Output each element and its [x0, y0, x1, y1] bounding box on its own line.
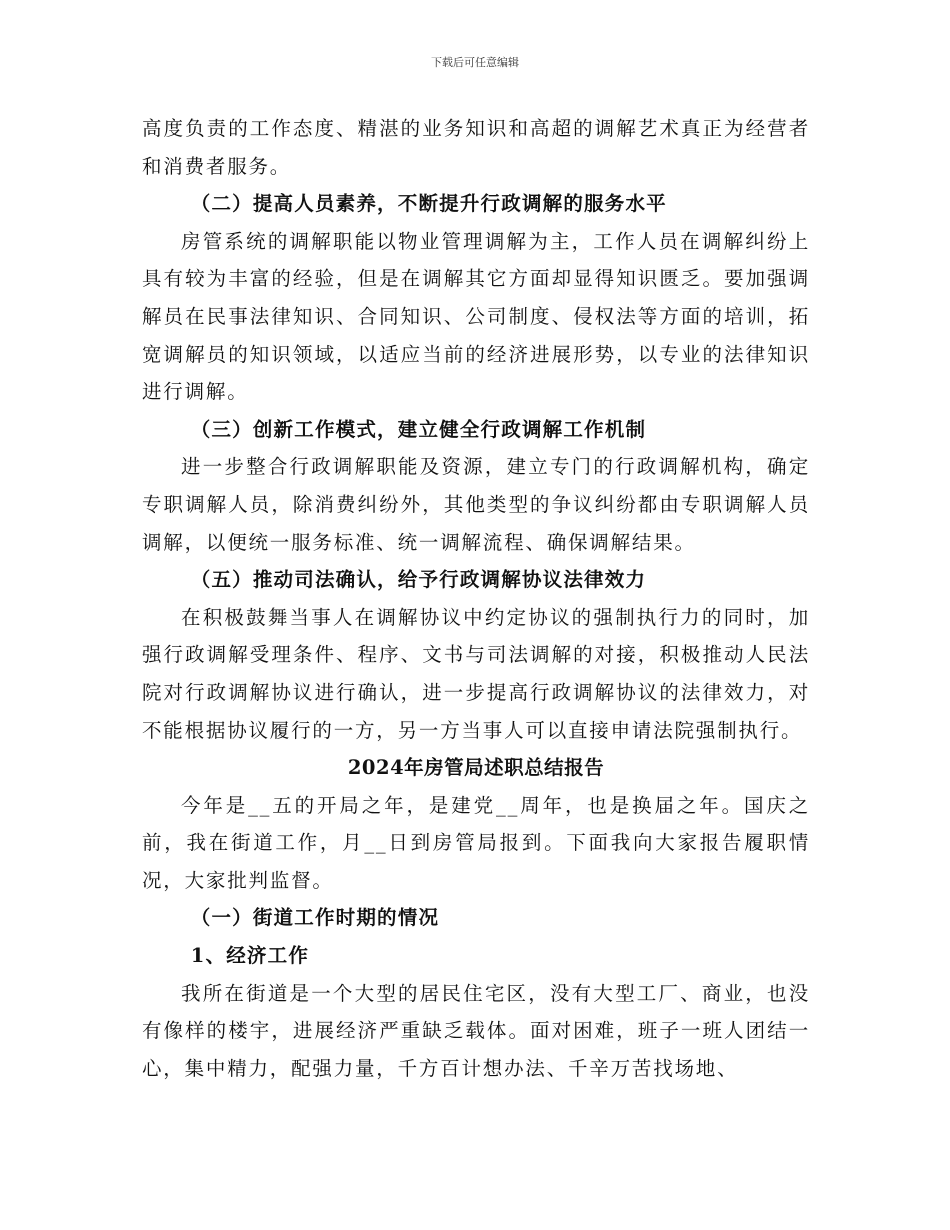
paragraph-5: 在积极鼓舞当事人在调解协议中约定协议的强制执行力的同时，加强行政调解受理条件、程序、文书与司法调解的对接，积极推动人民法院对行政调解协议进行确认，进一步提高行政调解协议的法律效力，对不能根据协议履行的一方，另一方当事人可以直接申请法院强制执行。: [142, 605, 810, 742]
section-heading-2: （二）提高人员素养，不断提升行政调解的服务水平: [190, 192, 667, 216]
paragraph-3: 进一步整合行政调解职能及资源，建立专门的行政调解机构，确定专职调解人员，除消费纠纷外，其他类型的争议纠纷都由专职调解人员调解，以便统一服务标准、统一调解流程、确保调解结果。: [142, 455, 810, 554]
paragraph-continued: 高度负责的工作态度、精湛的业务知识和高超的调解艺术真正为经营者和消费者服务。: [142, 117, 810, 178]
paragraph-2: 房管系统的调解职能以物业管理调解为主，工作人员在调解纠纷上具有较为丰富的经验，但是在调解其它方面却显得知识匮乏。要加强调解员在民事法律知识、合同知识、公司制度、侵权法等方面的培训，拓宽调解员的知识领域，以适应当前的经济进展形势，以专业的法律知识进行调解。: [142, 229, 810, 404]
report-heading-1: （一）街道工作时期的情况: [190, 906, 440, 930]
document-body: [142, 110, 810, 1087]
paragraph-economy: 我所在街道是一个大型的居民住宅区，没有大型工厂、商业，也没有像样的楼宇，进展经济严重缺乏载体。面对困难，班子一班人团结一心，集中精力，配强力量，千方百计想办法、千辛万苦找场地、: [142, 981, 810, 1080]
section-heading-3: （三）创新工作模式，建立健全行政调解工作机制: [190, 417, 647, 441]
section-heading-5: （五）推动司法确认，给予行政调解协议法律效力: [190, 568, 647, 592]
report-subheading-1: 1、经济工作: [190, 944, 310, 968]
report-title: 2024年房管局述职总结报告: [347, 756, 605, 780]
report-intro: 今年是__五的开局之年，是建党__周年，也是换届之年。国庆之前，我在街道工作，月__日到房管局报到。下面我向大家报告履职情况，大家批判监督。: [142, 793, 810, 892]
page-header: 下载后可任意编辑: [431, 56, 519, 69]
